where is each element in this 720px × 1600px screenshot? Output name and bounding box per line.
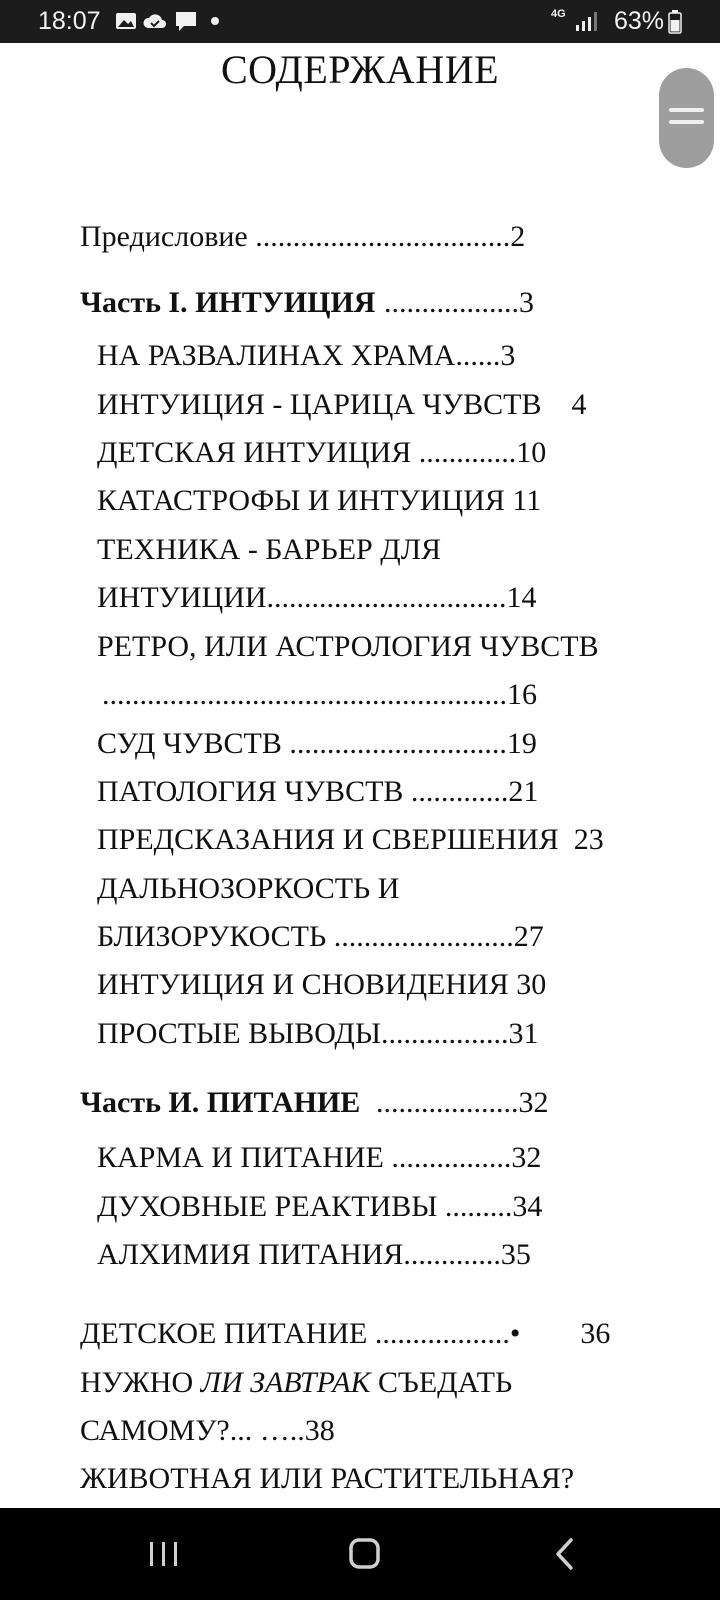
- recent-apps-icon[interactable]: [133, 1528, 193, 1580]
- toc-italic-text: ЛИ ЗАВТРАК: [200, 1366, 371, 1399]
- toc-entry: ИНТУИЦИЯ - ЦАРИЦА ЧУВСТВ 4: [97, 388, 587, 421]
- toc-part-heading: Часть I. ИНТУИЦИЯ: [80, 286, 376, 319]
- toc-entry: ДАЛЬНОЗОРКОСТЬ И: [97, 872, 400, 905]
- network-indicator: 4G: [551, 8, 566, 20]
- toc-text: СЪЕДАТЬ: [370, 1366, 513, 1399]
- toc-entry: АЛХИМИЯ ПИТАНИЯ.............35: [97, 1238, 531, 1271]
- page-title: СОДЕРЖАНИЕ: [220, 47, 500, 92]
- status-time: 18:07: [38, 7, 101, 35]
- battery-percent: 63%: [614, 7, 665, 35]
- dot-icon: [210, 10, 220, 32]
- toc-entry: ПРОСТЫЕ ВЫВОДЫ.................31: [97, 1017, 539, 1050]
- chat-icon: [174, 10, 198, 32]
- handle-line: [669, 108, 704, 112]
- toc-entry: ДЕТСКАЯ ИНТУИЦИЯ .............10: [97, 436, 547, 469]
- signal-icon: [574, 9, 598, 33]
- toc-part-leader: ...................32: [376, 1086, 549, 1119]
- toc-entry: ПРЕДСКАЗАНИЯ И СВЕРШЕНИЯ 23: [97, 823, 604, 856]
- toc-entry: САМОМУ?... …..38: [80, 1414, 335, 1447]
- toc-entry: РЕТРО, ИЛИ АСТРОЛОГИЯ ЧУВСТВ: [97, 630, 599, 663]
- home-icon[interactable]: [334, 1528, 394, 1580]
- navigation-bar: [0, 1508, 720, 1600]
- toc-text: НУЖНО: [80, 1366, 201, 1399]
- status-bar: [0, 0, 720, 43]
- toc-entry: КАТАСТРОФЫ И ИНТУИЦИЯ 11: [97, 484, 542, 517]
- handle-line: [669, 120, 704, 124]
- toc-entry: БЛИЗОРУКОСТЬ ........................27: [97, 920, 544, 953]
- cloud-check-icon: [142, 10, 168, 32]
- scroll-handle[interactable]: [659, 68, 714, 168]
- back-icon[interactable]: [537, 1528, 597, 1580]
- toc-entry: ТЕХНИКА - БАРЬЕР ДЛЯ: [97, 533, 442, 566]
- toc-entry: ЖИВОТНАЯ ИЛИ РАСТИТЕЛЬНАЯ?: [80, 1462, 575, 1495]
- battery-icon: [668, 10, 682, 34]
- toc-entry: ДУХОВНЫЕ РЕАКТИВЫ .........34: [97, 1190, 543, 1223]
- toc-entry: ......................................................16: [102, 678, 537, 711]
- toc-entry: КАРМА И ПИТАНИЕ ................32: [97, 1141, 542, 1174]
- toc-entry: ДЕТСКОЕ ПИТАНИЕ ..................• 36: [80, 1317, 611, 1350]
- toc-entry: [80, 1366, 512, 1400]
- toc-entry: ПАТОЛОГИЯ ЧУВСТВ .............21: [97, 775, 539, 808]
- toc-entry: СУД ЧУВСТВ .............................19: [97, 727, 537, 760]
- toc-entry: НА РАЗВАЛИНАХ ХРАМА......3: [97, 339, 516, 372]
- toc-entry: Предисловие ..................................2: [80, 220, 526, 253]
- image-icon: [115, 10, 137, 32]
- toc-entry: ИНТУИЦИЯ И СНОВИДЕНИЯ 30: [97, 968, 547, 1001]
- toc-part-heading: Часть И. ПИТАНИЕ: [80, 1086, 361, 1119]
- toc-entry: ИНТУИЦИИ................................14: [97, 581, 537, 614]
- toc-part-leader: ..................3: [384, 286, 534, 319]
